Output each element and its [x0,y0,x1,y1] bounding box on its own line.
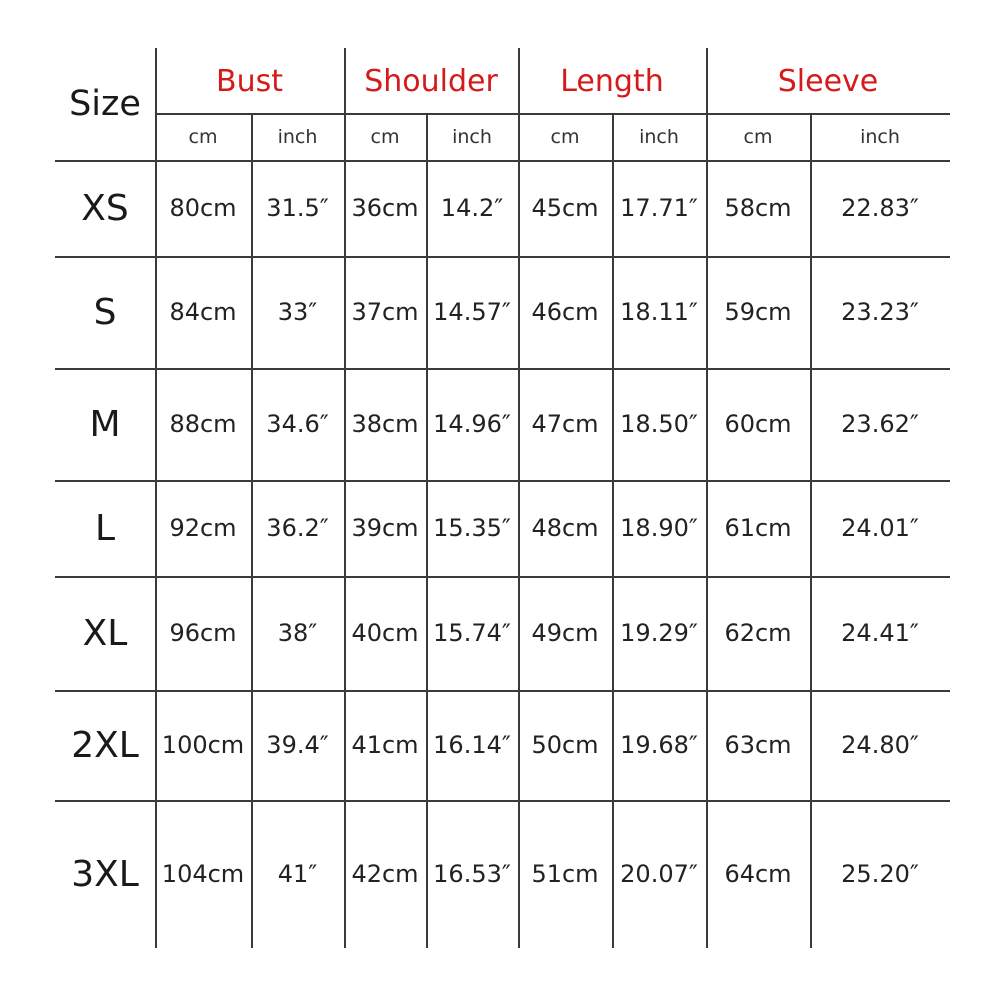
unit-label-inch: inch [639,125,679,148]
measurement-cell: 45cm [531,194,599,222]
measurement-cell: 60cm [724,410,792,438]
measurement-cell: 41″ [277,860,318,888]
measurement-cell: 41cm [351,731,419,759]
measurement-cell: 39cm [351,514,419,542]
unit-label-inch: inch [860,125,900,148]
measurement-cell: 59cm [724,298,792,326]
measurement-cell: 48cm [531,514,599,542]
size-label: 3XL [71,853,139,895]
measurement-cell: 24.01″ [841,514,919,542]
measurement-cell: 51cm [531,860,599,888]
measurement-cell: 92cm [169,514,237,542]
measurement-cell: 88cm [169,410,237,438]
measurement-cell: 50cm [531,731,599,759]
measurement-cell: 104cm [161,860,245,888]
measurement-cell: 36.2″ [266,514,329,542]
measurement-cell: 14.57″ [433,298,511,326]
measurement-cell: 49cm [531,619,599,647]
unit-label-cm: cm [550,125,580,148]
measurement-cell: 15.35″ [433,514,511,542]
size-label: 2XL [71,724,139,766]
measurement-cell: 39.4″ [266,731,329,759]
group-title-bust: Bust [216,64,283,99]
size-label: L [94,507,116,549]
group-title-shoulder: Shoulder [364,64,498,99]
measurement-cell: 16.53″ [433,860,511,888]
measurement-cell: 33″ [277,298,318,326]
measurement-cell: 22.83″ [841,194,919,222]
unit-label-inch: inch [452,125,492,148]
measurement-cell: 23.62″ [841,410,919,438]
measurement-cell: 42cm [351,860,419,888]
measurement-cell: 24.41″ [841,619,919,647]
measurement-cell: 80cm [169,194,237,222]
measurement-cell: 38cm [351,410,419,438]
measurement-cell: 18.90″ [620,514,698,542]
measurement-cell: 18.11″ [620,298,698,326]
measurement-cell: 96cm [169,619,237,647]
measurement-cell: 62cm [724,619,792,647]
measurement-cell: 84cm [169,298,237,326]
group-title-length: Length [560,64,664,99]
unit-label-cm: cm [370,125,400,148]
measurement-cell: 16.14″ [433,731,511,759]
measurement-cell: 46cm [531,298,599,326]
size-label: XL [82,612,128,654]
measurement-cell: 37cm [351,298,419,326]
unit-label-cm: cm [188,125,218,148]
measurement-cell: 100cm [161,731,245,759]
measurement-cell: 18.50″ [620,410,698,438]
measurement-cell: 19.68″ [620,731,698,759]
measurement-cell: 61cm [724,514,792,542]
measurement-cell: 31.5″ [266,194,329,222]
size-label: S [93,291,117,333]
measurement-cell: 47cm [531,410,599,438]
measurement-cell: 25.20″ [841,860,919,888]
unit-label-inch: inch [277,125,318,148]
measurement-cell: 24.80″ [841,731,919,759]
measurement-cell: 14.96″ [433,410,511,438]
measurement-cell: 20.07″ [620,860,698,888]
measurement-cell: 58cm [724,194,792,222]
measurement-cell: 19.29″ [620,619,698,647]
measurement-cell: 17.71″ [620,194,698,222]
unit-label-cm: cm [743,125,773,148]
measurement-cell: 64cm [724,860,792,888]
measurement-cell: 15.74″ [433,619,511,647]
size-column-title: Size [69,84,141,124]
group-title-sleeve: Sleeve [777,64,879,99]
measurement-cell: 23.23″ [841,298,919,326]
size-label: XS [81,187,129,229]
measurement-cell: 36cm [351,194,419,222]
measurement-cell: 38″ [277,619,318,647]
measurement-cell: 40cm [351,619,419,647]
measurement-cell: 34.6″ [266,410,329,438]
measurement-cell: 14.2″ [440,194,504,222]
size-label: M [89,403,121,445]
measurement-cell: 63cm [724,731,792,759]
